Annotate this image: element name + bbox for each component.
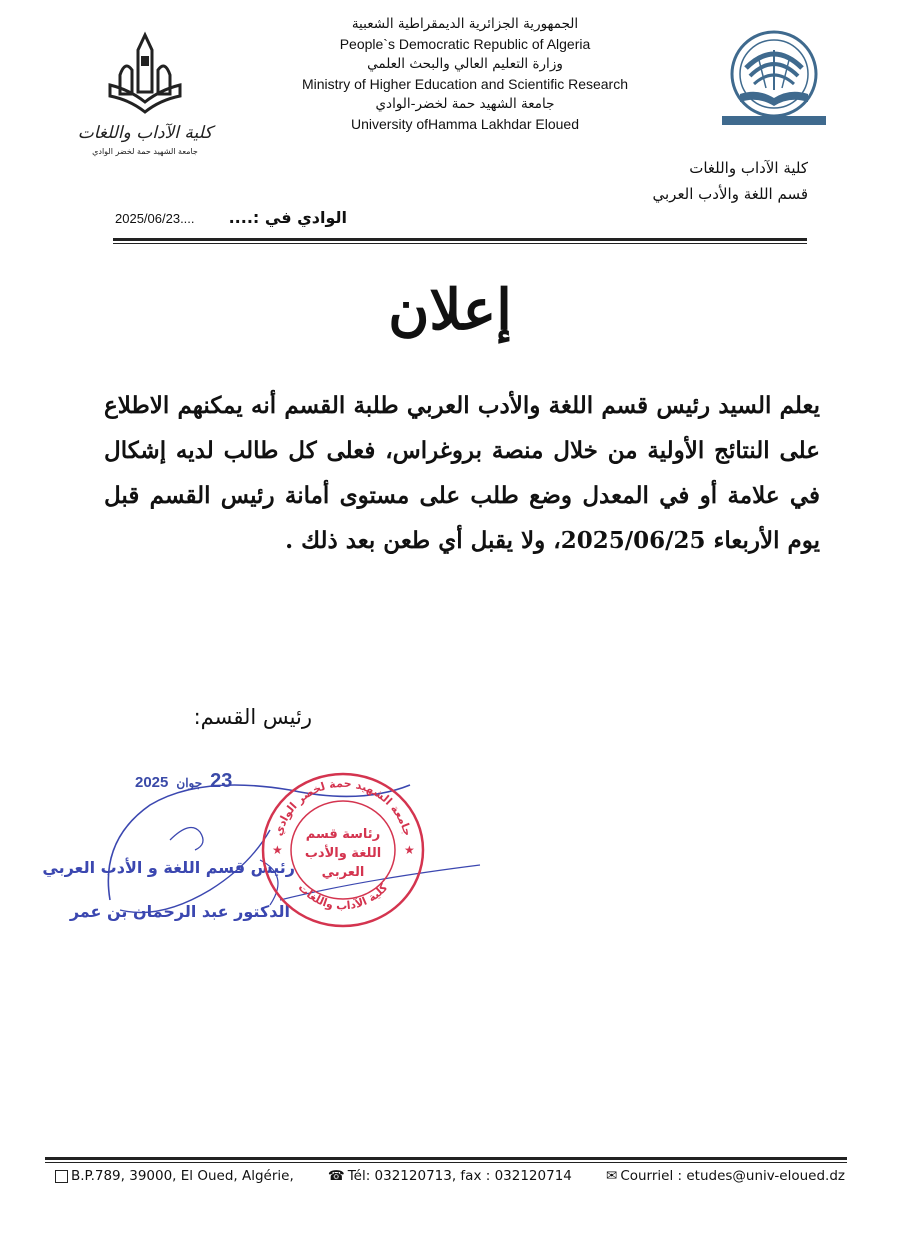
department-head-label: رئيس القسم:: [193, 705, 312, 729]
footer-phone-text: Tél: 032120713, fax : 032120714: [347, 1168, 572, 1184]
logo-subtext: جامعة الشهيد حمة لخضر الوادي: [92, 147, 198, 156]
mail-icon: ✉: [606, 1168, 618, 1184]
seal-outer-text: جامعة الشهيد حمة لخضر الوادي: [271, 776, 415, 838]
header-country-en: People`s Democratic Republic of Algeria: [339, 36, 591, 52]
header-divider-thin: [113, 243, 807, 244]
seal-center-line-3: العربي: [321, 865, 365, 880]
footer-phone: [328, 1168, 572, 1184]
stamp-year: 2025: [135, 774, 169, 791]
seal-star-icon: ★: [272, 843, 283, 857]
signature-name: الدكتور عبد الرحمان بن عمر: [69, 902, 290, 921]
header-ministry-en: Ministry of Higher Education and Scientific Research: [301, 76, 629, 92]
stamp-day: 23: [210, 770, 233, 792]
seal-center-line-2: اللغة والأدب: [304, 846, 382, 861]
footer-address: [55, 1168, 294, 1184]
date-line: [115, 208, 347, 227]
department-name: قسم اللغة والأدب العربي: [652, 185, 808, 203]
announcement-body: يعلم السيد رئيس قسم اللغة والأدب العربي طلبة القسم أنه يمكنهم الاطلاع على النتائج الأولية من خلال منصة بروغراس، فعلى كل طالب لديه إشكال في علامة أو في المعدل وضع طلب على مستوى أمانة رئيس القسم قبل يوم الأربعاء 2025/06/25، ولا يقبل أي طعن بعد ذلك .: [104, 392, 820, 554]
date-label: الوادي في :....: [228, 208, 347, 227]
header-country-ar: الجمهورية الجزائرية الديمقراطية الشعبية: [351, 16, 579, 32]
header-divider-thick: [113, 238, 807, 241]
footer-email-text: Courriel : etudes@univ-eloued.dz: [620, 1168, 845, 1184]
signature-title: رئيس قسم اللغة و الأدب العربي: [42, 858, 295, 877]
header-university-en: University ofHamma Lakhdar Eloued: [351, 116, 579, 132]
footer: [55, 1168, 845, 1184]
seal-bottom-text: كلية الآداب واللغات: [295, 881, 391, 913]
header-ministry-ar: وزارة التعليم العالي والبحث العلمي: [367, 56, 563, 72]
date-value: 2025/06/23....: [115, 211, 195, 226]
logo-calligraphy: كلية الآداب واللغات: [77, 123, 213, 143]
faculty-logo: [70, 30, 220, 160]
phone-icon: ☎: [327, 1168, 345, 1184]
seal-star-icon: ★: [404, 843, 415, 857]
department-block: [652, 155, 808, 207]
department-seal: [258, 770, 428, 930]
seal-center-line-1: رئاسة قسم: [305, 827, 381, 842]
university-logo: [718, 30, 830, 130]
footer-address-text: B.P.789, 39000, El Oued, Algérie,: [71, 1168, 294, 1184]
footer-email: [606, 1168, 845, 1184]
letterhead: [260, 14, 670, 134]
announcement-title: إعلان: [388, 277, 512, 343]
footer-divider-thick: [45, 1157, 847, 1160]
faculty-name: كلية الآداب واللغات: [689, 159, 808, 177]
stamp-month: جوان: [176, 776, 203, 790]
mailbox-icon: [55, 1170, 68, 1183]
header-university-ar: جامعة الشهيد حمة لخضر-الوادي: [375, 96, 555, 112]
svg-text:كلية الآداب واللغات: [296, 881, 391, 913]
footer-divider-thin: [45, 1162, 847, 1163]
